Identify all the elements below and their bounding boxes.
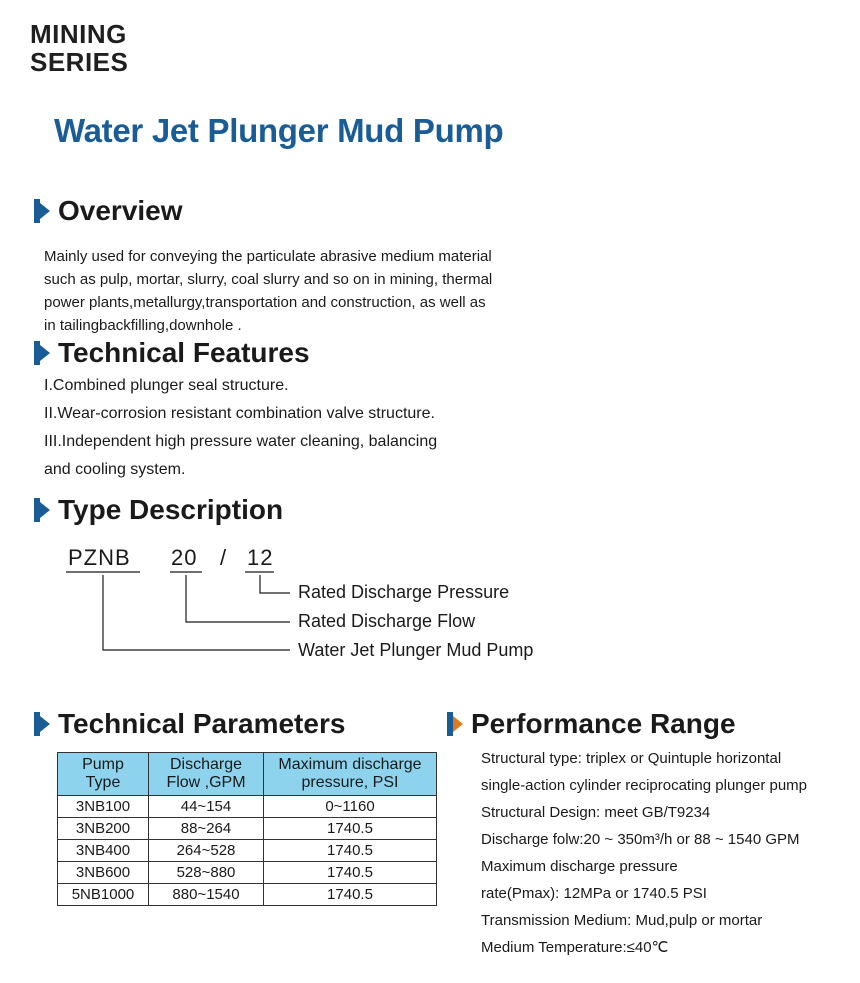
performance-line: Maximum discharge pressure xyxy=(481,858,678,875)
play-triangle-icon xyxy=(34,710,52,738)
parameters-table xyxy=(57,752,437,906)
label-rated-pressure: Rated Discharge Pressure xyxy=(298,582,510,602)
features-heading-text: Technical Features xyxy=(58,337,310,368)
feature-item: III.Independent high pressure water cleaning, balancing xyxy=(44,433,438,450)
performance-line: Structural type: triplex or Quintuple horizontal xyxy=(481,750,782,767)
page-title: Water Jet Plunger Mud Pump xyxy=(54,112,504,149)
performance-line: Transmission Medium: Mud,pulp or mortar xyxy=(481,912,763,929)
series-line-2: SERIES xyxy=(30,47,129,77)
performance-line: single-action cylinder reciprocating plunger pump xyxy=(481,777,808,794)
overview-line: such as pulp, mortar, slurry, coal slurry and so on in mining, thermal xyxy=(44,271,493,288)
type-code-slash: / xyxy=(220,545,228,570)
parameters-heading xyxy=(34,708,345,740)
table-header-row xyxy=(58,753,437,796)
table-row: 3NB400 264~528 1740.5 xyxy=(58,840,437,862)
type-code-flow: 20 xyxy=(171,545,198,570)
table-row: 3NB100 44~154 0~1160 xyxy=(58,796,437,818)
performance-heading xyxy=(447,708,736,740)
feature-item: and cooling system. xyxy=(44,461,186,478)
overview-heading-text: Overview xyxy=(58,195,183,226)
col-discharge-flow: Discharge Flow ,GPM xyxy=(149,753,264,796)
overview-line: power plants,metallurgy,transportation and construction, as well as xyxy=(44,294,486,311)
feature-item: I.Combined plunger seal structure. xyxy=(44,377,289,394)
type-code-pressure: 12 xyxy=(247,545,274,570)
col-max-pressure: Maximum discharge pressure, PSI xyxy=(264,753,437,796)
overview-line: in tailingbackfilling,downhole . xyxy=(44,317,242,334)
performance-line: rate(Pmax): 12MPa or 1740.5 PSI xyxy=(481,885,707,902)
col-pump-type: Pump Type xyxy=(58,753,149,796)
series-line-1: MINING xyxy=(30,19,127,49)
type-heading-text: Type Description xyxy=(58,494,284,525)
parameters-heading-text: Technical Parameters xyxy=(58,708,346,739)
play-triangle-icon xyxy=(447,710,465,738)
performance-list xyxy=(481,745,807,961)
performance-line: Structural Design: meet GB/T9234 xyxy=(481,804,711,821)
overview-line: Mainly used for conveying the particulate abrasive medium material xyxy=(44,248,492,265)
feature-item: II.Wear-corrosion resistant combination valve structure. xyxy=(44,405,435,422)
label-rated-flow: Rated Discharge Flow xyxy=(298,611,476,631)
performance-heading-text: Performance Range xyxy=(471,708,736,739)
table-row: 3NB600 528~880 1740.5 xyxy=(58,862,437,884)
performance-line: Discharge folw:20 ~ 350m³/h or 88 ~ 1540 GPM xyxy=(481,831,800,848)
performance-line: Medium Temperature:≤40℃ xyxy=(481,939,669,956)
type-code-model: PZNB xyxy=(68,545,131,570)
table-row: 5NB1000 880~1540 1740.5 xyxy=(58,884,437,906)
table-row: 3NB200 88~264 1740.5 xyxy=(58,818,437,840)
label-model-name: Water Jet Plunger Mud Pump xyxy=(298,640,534,660)
